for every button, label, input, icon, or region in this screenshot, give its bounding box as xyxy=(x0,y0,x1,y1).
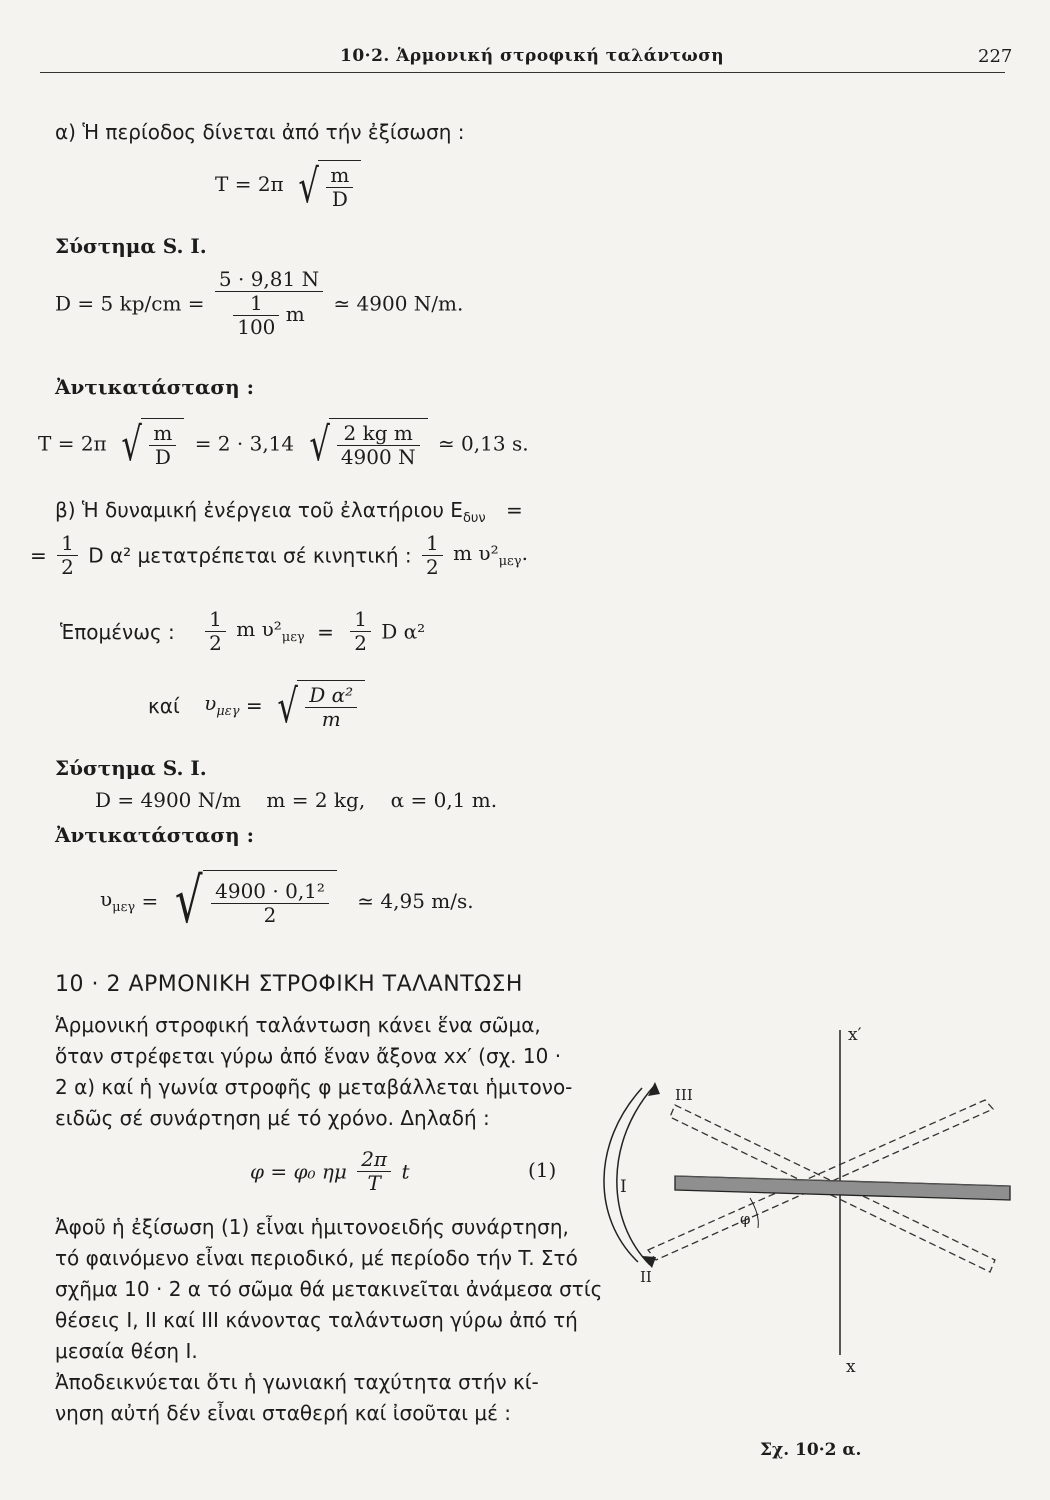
paragraph-line: Ἀποδεικνύεται ὅτι ἡ γωνιακή ταχύτητα στήν κί- xyxy=(55,1370,539,1394)
eq-left: m υ² xyxy=(236,617,282,641)
paragraph-line: σχῆμα 10 · 2 α τό σῶμα θά μετακινεῖται ἀνάμεσα στίς xyxy=(55,1277,603,1301)
line2-dot: . xyxy=(521,541,528,565)
section-paragraph-3 xyxy=(55,1367,590,1429)
t-result: ≃ 0,13 s. xyxy=(437,431,529,456)
figure-caption: Σχ. 10·2 α. xyxy=(760,1440,862,1460)
eq-mid: = xyxy=(317,619,334,644)
section-paragraph-2 xyxy=(55,1212,603,1367)
kinetic-subscript: μεγ xyxy=(498,554,522,569)
t-den2: 4900 N xyxy=(340,445,416,469)
label-x: x xyxy=(846,1357,856,1377)
label-x-prime: x′ xyxy=(848,1025,862,1045)
paragraph-line: Ἁρμονική στροφική ταλάντωση κάνει ἕνα σῶμα, xyxy=(55,1013,541,1037)
half-den: 2 xyxy=(209,631,222,655)
header-rule xyxy=(40,72,1005,73)
velocity-substitution xyxy=(100,864,474,937)
part-b-line1-text: β) Ἡ δυναμική ἐνέργεια τοῦ ἐλατήριου E xyxy=(55,498,463,522)
half-den: 2 xyxy=(426,555,439,579)
given-values: D = 4900 N/m m = 2 kg, α = 0,1 m. xyxy=(95,788,498,812)
half-den: 2 xyxy=(61,555,74,579)
t-den1: D xyxy=(154,445,171,469)
t-num2: 2 kg m xyxy=(337,422,420,446)
d-den-denominator: 100 xyxy=(237,315,276,339)
eq-num: 2π xyxy=(357,1148,391,1172)
eq-left-subscript: μεγ xyxy=(281,630,305,645)
energy-subscript: δυν xyxy=(462,511,486,526)
eq-right: D α² xyxy=(381,619,426,644)
and-label: καί xyxy=(148,693,180,718)
label-position-ii: II xyxy=(640,1268,652,1286)
part-b-line1 xyxy=(55,500,523,525)
sqrt-symbol: √ $\frac{\text{4900 · 0,1²}}{2}$ xyxy=(169,870,337,932)
running-header-title: 10·2. Ἁρμονική στροφική ταλάντωση xyxy=(340,46,725,66)
period-formula xyxy=(215,160,365,211)
oscillation-arrow xyxy=(617,1085,655,1265)
v-den: m xyxy=(321,707,341,731)
line2-equals: = xyxy=(30,543,47,568)
d-fraction xyxy=(215,268,323,339)
final-result: ≃ 4,95 m/s. xyxy=(357,889,474,913)
velocity-formula xyxy=(148,680,369,731)
fraction-numerator: m xyxy=(326,164,353,188)
sqrt-symbol: √ $\frac{m}{D}$ xyxy=(117,418,184,469)
energy-equality xyxy=(60,608,425,655)
page-number: 227 xyxy=(978,46,1013,67)
paragraph-line: τό φαινόμενο εἶναι περιοδικό, μέ περίοδο τήν T. Στό xyxy=(55,1246,578,1270)
substitution-label-b: Ἀντικατάσταση : xyxy=(55,823,254,847)
equation-number: (1) xyxy=(528,1158,557,1182)
section-paragraph-1 xyxy=(55,1010,590,1134)
d-result: ≃ 4900 N/m. xyxy=(333,291,464,316)
t-mid: = 2 · 3,14 xyxy=(194,431,295,456)
spring-constant-equation xyxy=(55,268,463,339)
part-b-line2 xyxy=(30,532,528,579)
d-den-unit: m xyxy=(285,302,305,326)
sqrt-symbol: √ $\frac{m}{D}$ xyxy=(294,160,361,211)
arrow-head-bottom xyxy=(642,1256,656,1268)
d-numerator: 5 · 9,81 N xyxy=(215,268,323,292)
paragraph-line: μεσαία θέση I. xyxy=(55,1339,198,1363)
period-substitution xyxy=(38,418,529,469)
line2-mid: D α² μετατρέπεται σέ κινητική : xyxy=(88,543,412,568)
t-num1: m xyxy=(149,422,176,446)
sqrt-symbol: √ $\frac{\text{2 kg m}}{4900 N}$ xyxy=(305,418,428,469)
d-den-numerator: 1 xyxy=(233,292,279,316)
label-position-i: I xyxy=(620,1177,627,1197)
substitution-label-a: Ἀντικατάσταση : xyxy=(55,375,254,399)
v-subscript: μεγ xyxy=(216,704,240,719)
sqrt-symbol: √ $\frac{\text{D α²}}{m}$ xyxy=(273,680,365,731)
section-heading: 10 · 2 ΑΡΜΟΝΙΚΗ ΣΤΡΟΦΙΚΗ ΤΑΛΑΝΤΩΣΗ xyxy=(55,972,523,997)
label-phi: φ xyxy=(740,1210,751,1228)
arrow-head-top xyxy=(648,1082,660,1096)
half-num: 1 xyxy=(205,608,226,632)
paragraph-line: Ἀφοῦ ἡ ἐξίσωση (1) εἶναι ἡμιτονοειδής συνάρτηση, xyxy=(55,1215,569,1239)
eq-lhs: φ = φ₀ ημ xyxy=(250,1159,347,1184)
fraction-denominator: D xyxy=(331,187,348,211)
half-num: 1 xyxy=(57,532,78,556)
paragraph-line: 2 α) καί ἡ γωνία στροφῆς φ μεταβάλλεται ἡμιτονο- xyxy=(55,1075,573,1099)
final-num: 4900 · 0,1² xyxy=(211,880,329,904)
eq-den: T xyxy=(367,1171,381,1195)
eq-var: t xyxy=(401,1159,410,1184)
part-a-intro: α) Ἡ περίοδος δίνεται ἀπό τήν ἐξίσωση : xyxy=(55,120,465,144)
v-equals: = xyxy=(245,693,263,718)
final-subscript: μεγ xyxy=(112,899,136,915)
therefore-label: Ἑπομένως : xyxy=(60,619,175,644)
t-lhs: T = 2π xyxy=(38,431,107,456)
label-position-iii: III xyxy=(675,1086,693,1104)
kinetic-term: m υ² xyxy=(453,541,499,565)
part-b-line1-equals: = xyxy=(506,498,523,522)
final-equals: = xyxy=(141,889,159,913)
oscillation-arrow xyxy=(604,1088,642,1262)
oscillation-equation xyxy=(250,1148,409,1195)
final-den: 2 xyxy=(263,902,277,927)
half-num: 1 xyxy=(350,608,371,632)
system-si-label-b: Σύστημα S. I. xyxy=(55,756,207,780)
paragraph-line: νηση αὐτή δέν εἶναι σταθερή καί ἰσοῦται μέ : xyxy=(55,1401,512,1425)
position-i-plate xyxy=(675,1176,1010,1200)
v-num: D α² xyxy=(305,684,357,708)
paragraph-line: θέσεις I, II καί III κάνοντας ταλάντωση γύρω ἀπό τή xyxy=(55,1308,578,1332)
d-denominator xyxy=(215,292,323,339)
paragraph-line: ειδῶς σέ συνάρτηση μέ τό χρόνο. Δηλαδή : xyxy=(55,1106,490,1130)
d-lhs: D = 5 kp/cm = xyxy=(55,291,205,316)
half-num: 1 xyxy=(422,532,443,556)
system-si-label: Σύστημα S. I. xyxy=(55,234,207,258)
half-den: 2 xyxy=(354,631,367,655)
paragraph-line: ὅταν στρέφεται γύρω ἀπό ἕναν ἄξονα xx′ (σχ. 10 · xyxy=(55,1044,562,1068)
final-lhs: υ xyxy=(100,886,113,911)
v-lhs: υ xyxy=(204,691,217,715)
period-formula-lhs: T = 2π xyxy=(215,172,284,196)
torsional-oscillation-figure xyxy=(600,1010,1020,1430)
